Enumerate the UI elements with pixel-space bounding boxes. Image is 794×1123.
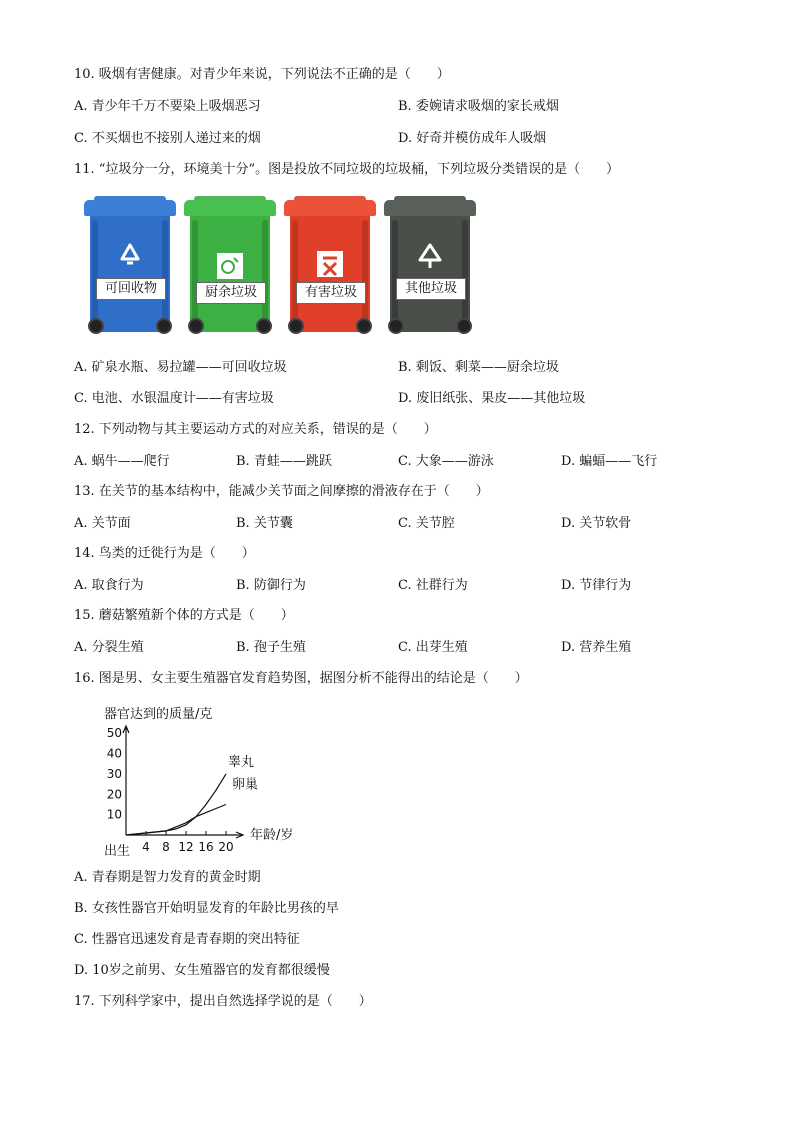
chart-ylabel: 器官达到的质量/克 [104,707,213,722]
question-16-option-d: D. 10岁之前男、女生殖器官的发育都很缓慢 [74,963,330,978]
bin-lid [384,200,476,216]
question-12-option-d: D. 蝙蝠——飞行 [561,454,658,469]
question-13-option-c: C. 关节腔 [398,516,455,531]
kitchen-waste-icon [216,252,244,280]
question-14-option-d: D. 节律行为 [561,578,632,593]
question-15-option-c: C. 出芽生殖 [398,640,468,655]
question-11-option-d: D. 废旧纸张、果皮——其他垃圾 [398,391,586,406]
wheel [156,318,172,334]
y-tick-label: 50 [106,726,122,741]
wheel [456,318,472,334]
series-label-testis: 睾丸 [228,754,255,770]
series-label-ovary: 卵巢 [232,777,259,793]
wheel [88,318,104,334]
chart-x-origin-label: 出生 [104,844,131,859]
y-tick-label: 40 [106,746,122,761]
chart-axes [123,726,243,838]
bin-label-other: 其他垃圾 [396,278,466,300]
question-12-option-a: A. 蜗牛——爬行 [74,454,170,469]
bin-recyclable [84,196,176,336]
question-14-stem: 14. 鸟类的迁徙行为是（ ） [74,546,255,561]
question-13-option-b: B. 关节囊 [236,516,293,531]
bin-body [90,216,170,332]
question-13-option-d: D. 关节软骨 [561,516,632,531]
bin-label-recyclable: 可回收物 [96,278,166,300]
question-13-stem: 13. 在关节的基本结构中，能减少关节面之间摩擦的滑液存在于（ ） [74,484,489,499]
wheel [256,318,272,334]
question-16-option-c: C. 性器官迅速发育是青春期的突出特征 [74,932,300,947]
question-10-option-d: D. 好奇并模仿成年人吸烟 [398,131,547,146]
chart-xlabel: 年龄/岁 [250,828,294,843]
series-line-1 [126,805,226,836]
bin-kitchen [184,196,276,336]
hazardous-icon [316,250,344,278]
question-10-option-a: A. 青少年千万不要染上吸烟恶习 [74,99,261,114]
question-15-option-b: B. 孢子生殖 [236,640,306,655]
question-16-option-b: B. 女孩性器官开始明显发育的年龄比男孩的早 [74,901,339,916]
y-tick-label: 20 [106,787,122,802]
y-tick-label: 30 [106,766,122,781]
question-14-option-a: A. 取食行为 [74,578,144,593]
question-15-option-a: A. 分裂生殖 [74,640,144,655]
question-16-stem: 16. 图是男、女主要生殖器官发育趋势图，据图分析不能得出的结论是（ ） [74,671,528,686]
x-tick-label: 8 [162,840,170,854]
series-line-0 [126,774,226,835]
x-tick-label: 16 [198,840,214,854]
wheel [388,318,404,334]
x-tick-label: 20 [218,840,234,854]
question-11-option-a: A. 矿泉水瓶、易拉罐——可回收垃圾 [74,360,287,375]
question-16-option-a: A. 青春期是智力发育的黄金时期 [74,870,261,885]
y-tick-label: 10 [106,807,122,822]
bin-lid [184,200,276,216]
bin-other [384,196,476,336]
question-12-stem: 12. 下列动物与其主要运动方式的对应关系，错误的是（ ） [74,422,437,437]
bin-label-hazardous: 有害垃圾 [296,282,366,304]
chart-lines [126,774,226,835]
question-15-stem: 15. 蘑菇繁殖新个体的方式是（ ） [74,608,294,623]
garbage-bins-image [84,196,484,344]
other-waste-icon [416,242,444,270]
question-11-option-b: B. 剩饭、剩菜——厨余垃圾 [398,360,559,375]
question-11-option-c: C. 电池、水银温度计——有害垃圾 [74,391,274,406]
question-12-option-c: C. 大象——游泳 [398,454,494,469]
bin-lid [284,200,376,216]
question-15-option-d: D. 营养生殖 [561,640,632,655]
recycle-icon [116,242,144,270]
question-10-stem: 10. 吸烟有害健康。对青少年来说，下列说法不正确的是（ ） [74,67,450,82]
question-14-option-c: C. 社群行为 [398,578,468,593]
wheel [356,318,372,334]
x-tick-label: 4 [142,840,150,854]
bin-body [390,216,470,332]
wheel [188,318,204,334]
bin-label-kitchen: 厨余垃圾 [196,282,266,304]
question-14-option-b: B. 防御行为 [236,578,306,593]
question-13-option-a: A. 关节面 [74,516,131,531]
x-tick-label: 12 [178,840,194,854]
bin-lid [84,200,176,216]
question-11-stem: 11. “垃圾分一分，环境美十分”。图是投放不同垃圾的垃圾桶，下列垃圾分类错误的是（ ） [74,162,620,177]
question-12-option-b: B. 青蛙——跳跃 [236,454,332,469]
question-10-option-c: C. 不买烟也不接别人递过来的烟 [74,131,261,146]
organ-development-chart [100,704,310,864]
wheel [288,318,304,334]
question-10-option-b: B. 委婉请求吸烟的家长戒烟 [398,99,559,114]
bin-hazardous [284,196,376,336]
question-17-stem: 17. 下列科学家中，提出自然选择学说的是（ ） [74,994,372,1009]
